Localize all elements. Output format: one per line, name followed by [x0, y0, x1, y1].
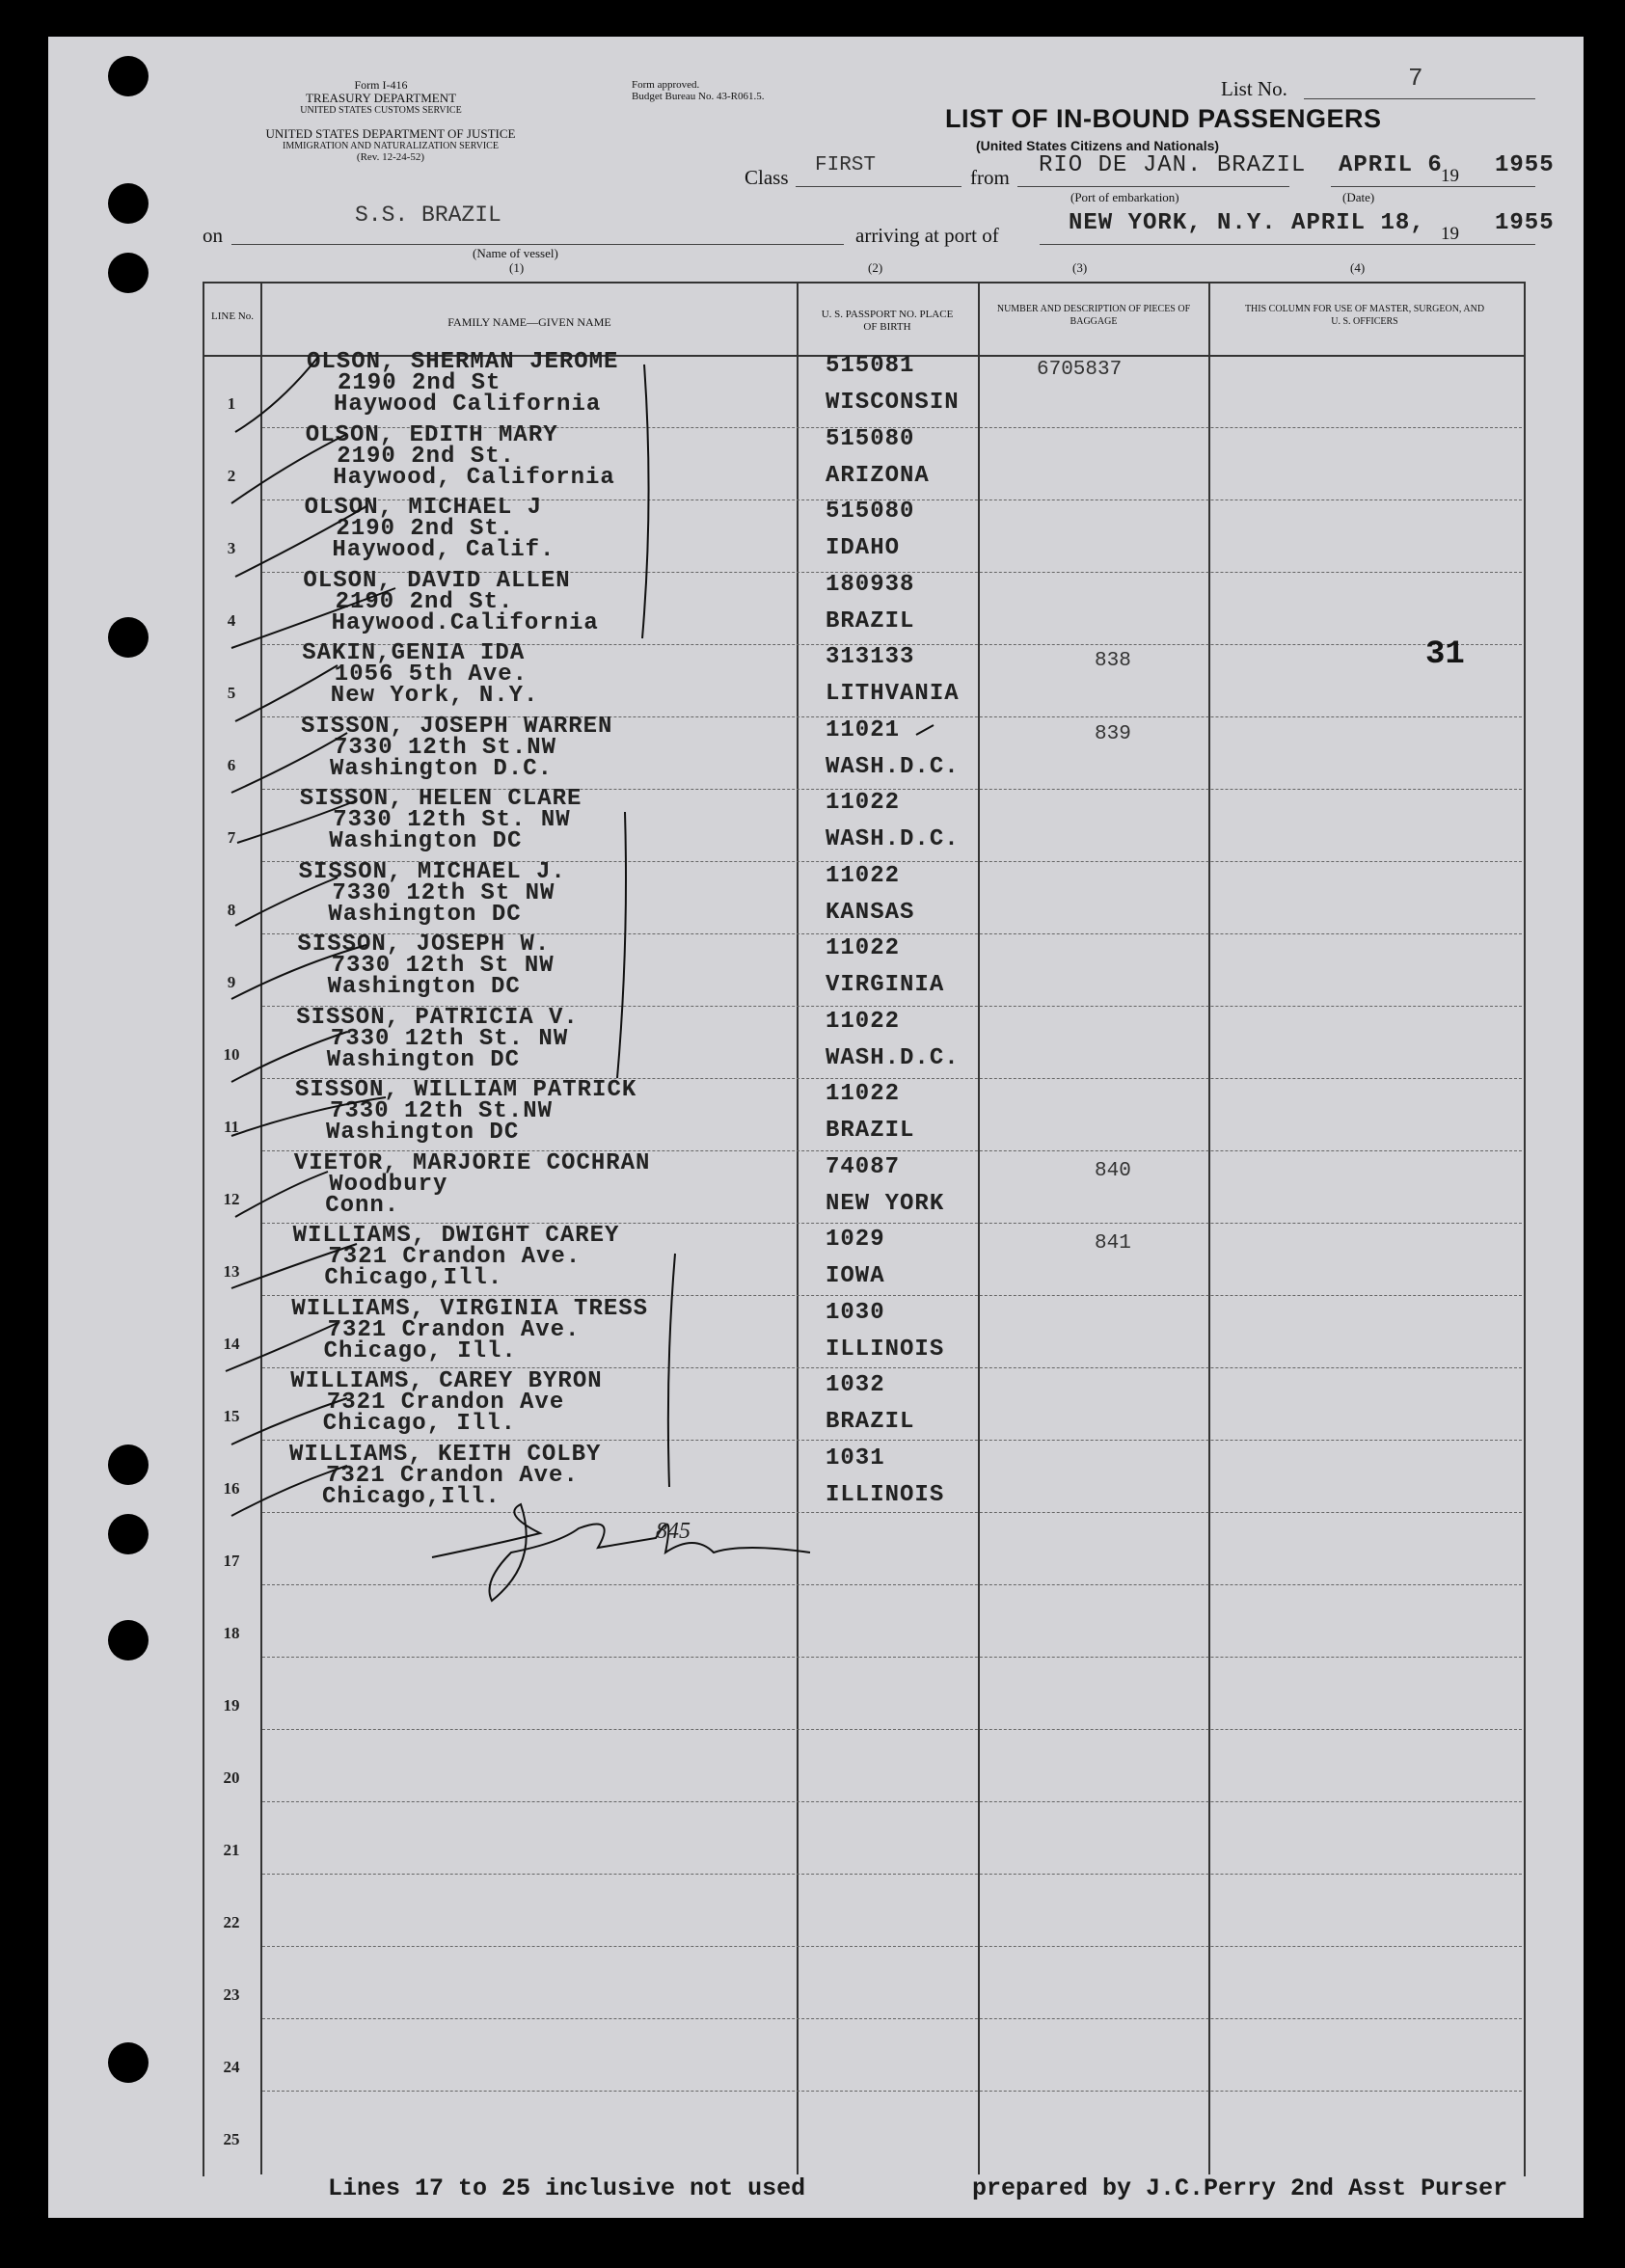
- col-number-3: (3): [1072, 260, 1088, 275]
- col-header-line-no: LINE No.: [211, 310, 254, 322]
- passenger-address-street: 7321 Crandon Ave.: [327, 1316, 581, 1343]
- list-no-value: 7: [1408, 64, 1423, 93]
- check-mark: [231, 945, 366, 999]
- passenger-address-city: Haywood, California: [333, 464, 615, 491]
- passport-number: 11022: [826, 935, 901, 961]
- bracket-williams: [668, 1254, 675, 1487]
- line-number: 25: [223, 2130, 240, 2148]
- passenger-address-street: 7330 12th St. NW: [330, 1025, 569, 1052]
- line-number: 23: [223, 1985, 240, 2004]
- passenger-name: SISSON, WILLIAM PATRICK: [295, 1077, 637, 1103]
- col-number-2: (2): [868, 260, 883, 275]
- passenger-address-street: 7330 12th St. NW: [333, 807, 571, 833]
- check-mark: [916, 725, 934, 735]
- passenger-address-city: Haywood California: [334, 392, 602, 418]
- line-number: 18: [223, 1624, 240, 1642]
- baggage-number: 840: [1095, 1159, 1131, 1182]
- passenger-address-street: 2190 2nd St: [338, 370, 501, 396]
- check-mark: [231, 1244, 357, 1288]
- line-number: 17: [223, 1552, 240, 1570]
- line-number: 8: [227, 901, 236, 919]
- passport-number: 1030: [826, 1299, 885, 1326]
- passenger-address-city: Chicago, Ill.: [323, 1337, 517, 1364]
- passenger-name: SISSON, JOSEPH W.: [297, 932, 551, 958]
- arrival-year-value: 1955: [1495, 210, 1555, 236]
- passenger-address-city: Washington D.C.: [330, 755, 554, 782]
- check-mark: [226, 1323, 338, 1371]
- check-mark: [231, 1097, 386, 1136]
- check-mark: [235, 878, 338, 926]
- baggage-number: 6705837: [1037, 359, 1123, 381]
- place-of-birth: VIRGINIA: [826, 972, 945, 998]
- from-year-prefix: 19: [1441, 166, 1459, 186]
- passenger-name: WILLIAMS, KEITH COLBY: [289, 1441, 602, 1468]
- place-of-birth: IOWA: [826, 1263, 885, 1289]
- col-header-officers: THIS COLUMN FOR USE OF MASTER, SURGEON, AND U. S. OFFICERS: [1244, 304, 1485, 327]
- budget-bureau: Budget Bureau No. 43-R061.5.: [632, 91, 765, 102]
- passenger-name: OLSON, DAVID ALLEN: [303, 567, 571, 594]
- list-no-label: List No.: [1221, 77, 1287, 100]
- vessel-caption: (Name of vessel): [473, 246, 558, 260]
- check-mark: [231, 1032, 347, 1082]
- place-of-birth: WASH.D.C.: [826, 753, 960, 780]
- vessel-value: S.S. BRAZIL: [355, 202, 501, 228]
- line-number: 24: [223, 2058, 240, 2076]
- treasury-department: TREASURY DEPARTMENT: [305, 91, 457, 105]
- passenger-address-city: Conn.: [325, 1192, 400, 1219]
- check-mark: [231, 1398, 347, 1444]
- place-of-birth: KANSAS: [826, 899, 915, 926]
- check-mark: [235, 357, 318, 432]
- passenger-address-street: 7321 Crandon Ave.: [326, 1462, 579, 1489]
- col-number-1: (1): [509, 260, 525, 275]
- passport-number: 11022: [826, 1008, 901, 1035]
- passport-number: 313133: [826, 644, 915, 670]
- check-mark: [231, 733, 347, 793]
- passport-number: 11022: [826, 862, 901, 889]
- bracket-olson: [642, 364, 649, 638]
- passenger-name: SAKIN,GENIA IDA: [302, 640, 526, 666]
- passenger-address-street: 7321 Crandon Ave.: [328, 1244, 582, 1270]
- place-of-birth: ILLINOIS: [826, 1336, 945, 1363]
- from-date-value: APRIL 6: [1339, 152, 1443, 178]
- line-number: 20: [223, 1768, 240, 1787]
- arrival-port-value: NEW YORK, N.Y. APRIL 18,: [1069, 210, 1425, 236]
- col-header-baggage: NUMBER AND DESCRIPTION OF PIECES OF BAGGAGE: [996, 304, 1191, 327]
- col-header-passport: U. S. PASSPORT NO. PLACE OF BIRTH: [821, 309, 954, 333]
- line-number: 15: [223, 1407, 240, 1425]
- passport-number: 11021: [826, 716, 901, 743]
- passenger-name: WILLIAMS, DWIGHT CAREY: [292, 1223, 620, 1249]
- line-number: 4: [227, 611, 236, 630]
- signature-scrawl: [432, 1504, 810, 1601]
- signature-note: 845: [656, 1519, 691, 1544]
- passport-number: 515081: [826, 353, 915, 379]
- from-label: from: [970, 166, 1010, 189]
- passenger-name: OLSON, EDITH MARY: [305, 421, 558, 448]
- line-number: 9: [227, 973, 236, 991]
- place-of-birth: WISCONSIN: [826, 390, 960, 416]
- baggage-number: 838: [1095, 650, 1131, 672]
- passenger-address-street: 2190 2nd St.: [335, 588, 514, 615]
- officer-mark: 31: [1425, 636, 1465, 673]
- line-number: 22: [223, 1913, 240, 1931]
- form-approved: Form approved.: [632, 79, 700, 91]
- date-caption: (Date): [1342, 190, 1375, 204]
- passenger-address-street: 7330 12th St.NW: [334, 734, 557, 761]
- passenger-name: SISSON, MICHAEL J.: [298, 858, 566, 885]
- line-number: 10: [223, 1045, 240, 1064]
- passenger-address-street: 7321 Crandon Ave: [326, 1390, 565, 1416]
- check-mark: [237, 800, 357, 843]
- class-value: FIRST: [815, 154, 877, 176]
- passport-number: 1031: [826, 1444, 885, 1472]
- line-number: 3: [227, 539, 236, 557]
- arrival-year-prefix: 19: [1441, 224, 1459, 244]
- passport-number: 515080: [826, 499, 915, 525]
- passenger-address-street: Woodbury: [329, 1171, 448, 1198]
- passenger-name: OLSON, SHERMAN JEROME: [307, 349, 619, 375]
- passenger-address-street: 7330 12th St.NW: [330, 1098, 554, 1124]
- from-year-value: 1955: [1495, 152, 1555, 178]
- check-mark: [235, 1172, 328, 1217]
- place-of-birth: IDAHO: [826, 535, 901, 561]
- passenger-address-street: 7330 12th St NW: [331, 953, 555, 979]
- baggage-number: 839: [1095, 722, 1131, 745]
- place-of-birth: WASH.D.C.: [826, 1044, 960, 1071]
- prepared-by-stamp: prepared by J.C.Perry 2nd Asst Purser: [972, 2174, 1508, 2202]
- passenger-address-city: Haywood, Calif.: [332, 537, 555, 563]
- passenger-address-city: New York, N.Y.: [330, 683, 539, 709]
- place-of-birth: BRAZIL: [826, 608, 915, 634]
- bracket-sisson: [617, 812, 626, 1078]
- port-embarkation-caption: (Port of embarkation): [1070, 190, 1179, 204]
- line-number: 12: [223, 1190, 240, 1208]
- passport-number: 11022: [826, 1081, 901, 1107]
- passenger-address-street: 2190 2nd St.: [337, 443, 516, 470]
- col-number-4: (4): [1350, 260, 1366, 275]
- revision-date: (Rev. 12-24-52): [356, 151, 425, 163]
- passenger-address-city: Washington DC: [327, 974, 521, 1000]
- passport-number: 1032: [826, 1372, 885, 1398]
- lines-not-used-stamp: Lines 17 to 25 inclusive not used: [328, 2174, 806, 2202]
- check-mark: [235, 665, 338, 721]
- passenger-address-street: 7330 12th St NW: [332, 879, 555, 906]
- from-port-value: RIO DE JAN. BRAZIL: [1039, 152, 1307, 178]
- line-number: 1: [227, 394, 236, 413]
- passenger-address-city: Washington DC: [326, 1120, 520, 1146]
- passenger-name: VIETOR, MARJORIE COCHRAN: [293, 1149, 651, 1176]
- passenger-address-city: Chicago,Ill.: [322, 1483, 501, 1510]
- passenger-name: SISSON, HELEN CLARE: [299, 786, 582, 812]
- passenger-name: SISSON, JOSEPH WARREN: [301, 713, 613, 740]
- on-label: on: [203, 224, 223, 247]
- document-subtitle: (United States Citizens and Nationals): [976, 138, 1220, 153]
- place-of-birth: WASH.D.C.: [826, 826, 960, 852]
- check-mark: [231, 434, 347, 503]
- line-number: 7: [227, 828, 236, 847]
- passenger-name: SISSON, PATRICIA V.: [296, 1004, 579, 1031]
- passport-number: 180938: [826, 571, 915, 598]
- document-title: LIST OF IN-BOUND PASSENGERS: [945, 104, 1382, 133]
- place-of-birth: BRAZIL: [826, 1409, 915, 1435]
- line-number: 14: [223, 1335, 240, 1353]
- line-number: 19: [223, 1696, 240, 1714]
- passenger-address-city: Washington DC: [326, 1046, 521, 1073]
- passenger-name: WILLIAMS, CAREY BYRON: [290, 1368, 603, 1394]
- customs-service: UNITED STATES CUSTOMS SERVICE: [300, 105, 462, 116]
- form-number: Form I-416: [354, 78, 408, 92]
- place-of-birth: LITHVANIA: [826, 681, 960, 707]
- place-of-birth: NEW YORK: [826, 1190, 945, 1217]
- passenger-address-street: 1056 5th Ave.: [334, 662, 528, 688]
- passenger-address-city: Washington DC: [329, 828, 523, 854]
- justice-department: UNITED STATES DEPARTMENT OF JUSTICE: [265, 126, 516, 141]
- class-label: Class: [745, 166, 789, 189]
- passport-number: 1029: [826, 1227, 885, 1253]
- place-of-birth: ILLINOIS: [826, 1481, 945, 1508]
- check-mark: [231, 588, 395, 648]
- passenger-address-city: Chicago,Ill.: [324, 1265, 503, 1291]
- passenger-address-city: Chicago, Ill.: [322, 1411, 517, 1437]
- col-header-name: FAMILY NAME—GIVEN NAME: [447, 315, 611, 329]
- passenger-address-city: Washington DC: [328, 901, 522, 928]
- passenger-name: WILLIAMS, VIRGINIA TRESS: [291, 1295, 649, 1322]
- line-number: 13: [223, 1262, 240, 1281]
- passenger-address-city: Haywood.California: [331, 609, 599, 636]
- check-mark: [231, 1466, 347, 1516]
- place-of-birth: ARIZONA: [826, 462, 930, 489]
- arriving-label: arriving at port of: [855, 224, 999, 247]
- passenger-name: OLSON, MICHAEL J: [304, 495, 543, 521]
- check-mark: [235, 506, 366, 577]
- line-number: 21: [223, 1841, 240, 1859]
- line-number: 2: [227, 467, 236, 485]
- line-number: 6: [227, 756, 236, 774]
- line-number: 5: [227, 684, 236, 702]
- place-of-birth: BRAZIL: [826, 1118, 915, 1144]
- line-number: 11: [223, 1118, 240, 1136]
- baggage-number: 841: [1095, 1232, 1131, 1255]
- passport-number: 74087: [826, 1153, 901, 1180]
- passenger-address-street: 2190 2nd St.: [336, 516, 515, 542]
- ins-service: IMMIGRATION AND NATURALIZATION SERVICE: [283, 141, 499, 151]
- line-number: 16: [223, 1479, 240, 1498]
- passport-number: 11022: [826, 790, 901, 816]
- passport-number: 515080: [826, 425, 915, 452]
